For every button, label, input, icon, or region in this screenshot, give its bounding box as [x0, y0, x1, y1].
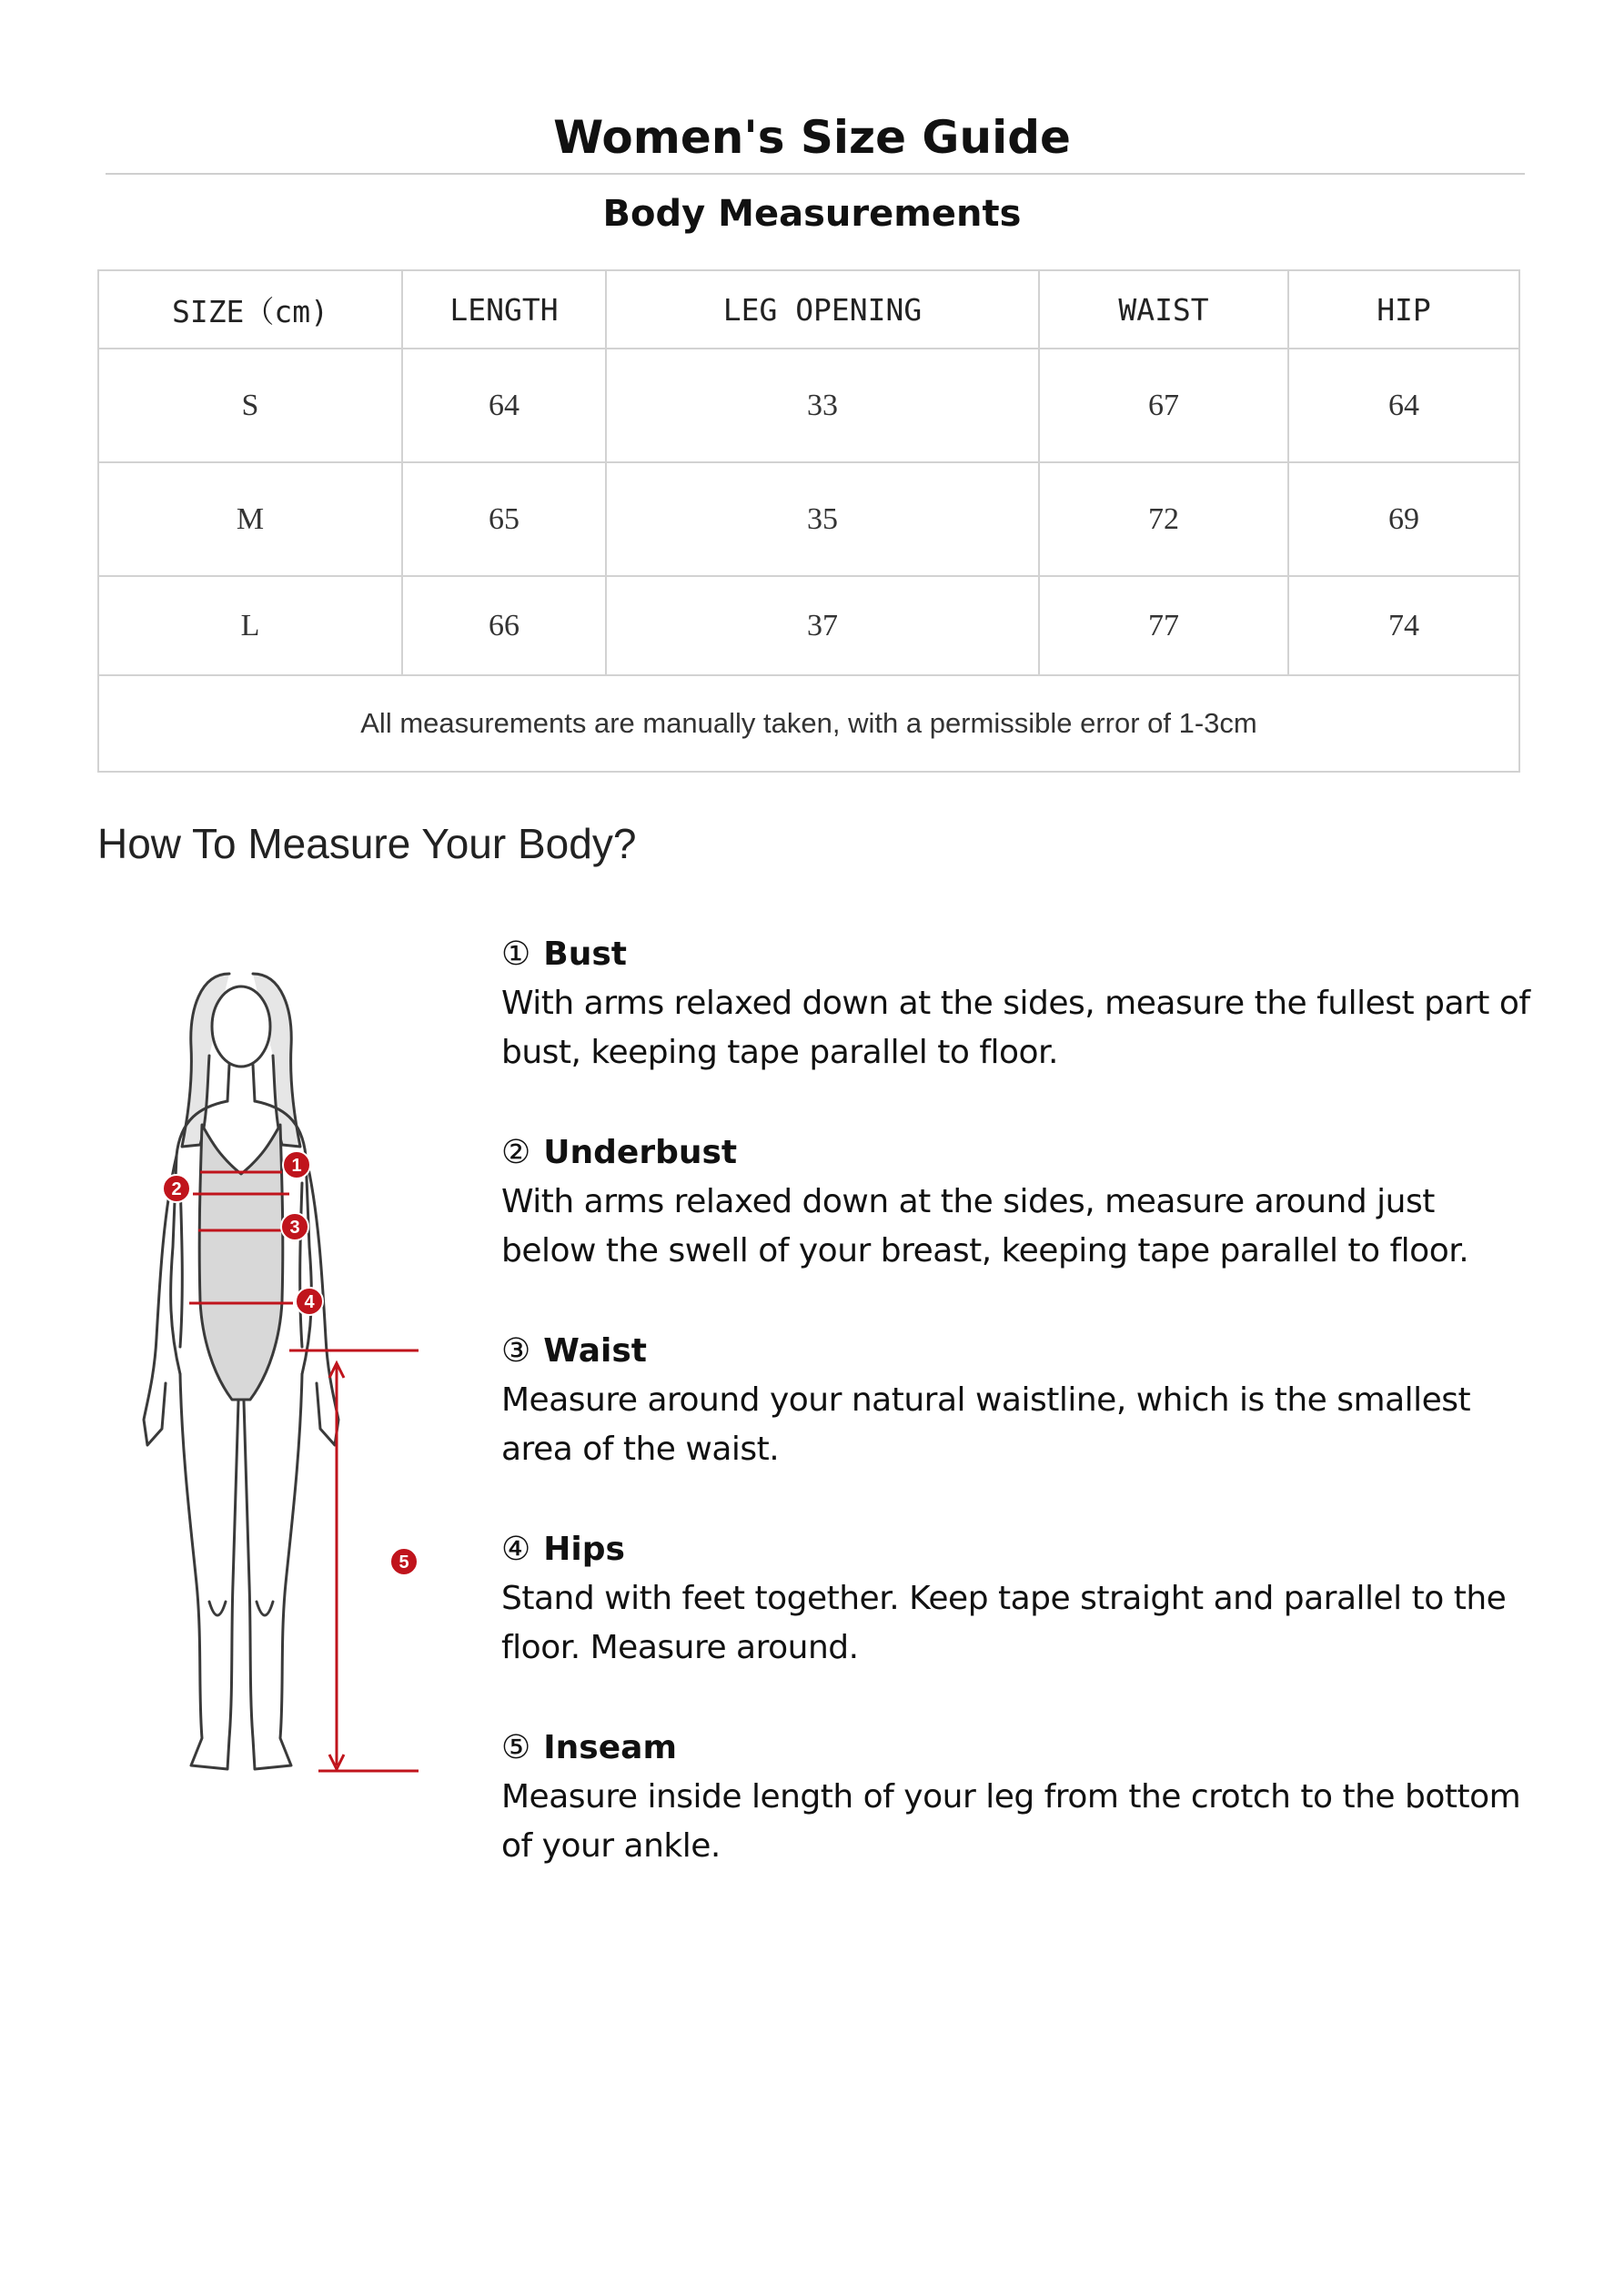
table-cell: 74 — [1288, 576, 1519, 675]
step-description: Stand with feet together. Keep tape straight and parallel to the floor. Measure around. — [501, 1580, 1507, 1666]
table-cell: M — [98, 462, 402, 576]
measurement-note: All measurements are manually taken, with a permissible error of 1-3cm — [98, 675, 1519, 772]
column-header-hip: HIP — [1288, 270, 1519, 349]
step-description: Measure around your natural waistline, which is the smallest area of the waist. — [501, 1381, 1471, 1468]
step-title: Waist — [543, 1332, 647, 1370]
table-cell: 64 — [1288, 349, 1519, 462]
size-table — [97, 269, 1520, 773]
table-row — [98, 462, 1519, 576]
howto-heading: How To Measure Your Body? — [97, 820, 637, 867]
column-header-leg-opening: LEG OPENING — [606, 270, 1039, 349]
column-header-waist: WAIST — [1039, 270, 1288, 349]
marker-label: 4 — [304, 1292, 315, 1312]
marker-label: 5 — [398, 1553, 409, 1573]
step-title: Inseam — [543, 1729, 677, 1766]
table-cell: 77 — [1039, 576, 1288, 675]
step-description: With arms relaxed down at the sides, measure around just below the swell of your breast, keeping tape parallel to floor. — [501, 1183, 1469, 1269]
step-number: ① — [501, 936, 531, 973]
table-header-row — [98, 270, 1519, 349]
step-description: With arms relaxed down at the sides, measure the fullest part of bust, keeping tape parallel to floor. — [501, 985, 1530, 1071]
table-cell: 35 — [606, 462, 1039, 576]
column-header-length: LENGTH — [402, 270, 606, 349]
step-inseam — [501, 1724, 1538, 1871]
step-title: Bust — [543, 936, 627, 973]
table-row — [98, 349, 1519, 462]
step-hips — [501, 1525, 1538, 1673]
table-cell: L — [98, 576, 402, 675]
step-number: ⑤ — [501, 1729, 531, 1766]
column-header-size: SIZE（cm) — [98, 270, 402, 349]
table-note-row — [98, 675, 1519, 772]
table-cell: 72 — [1039, 462, 1288, 576]
step-number: ③ — [501, 1332, 531, 1370]
table-row — [98, 576, 1519, 675]
marker-label: 2 — [171, 1179, 182, 1199]
title-divider — [106, 173, 1525, 175]
step-title: Hips — [543, 1531, 625, 1568]
step-description: Measure inside length of your leg from the crotch to the bottom of your ankle. — [501, 1778, 1521, 1865]
table-cell: S — [98, 349, 402, 462]
marker-label: 3 — [289, 1218, 300, 1238]
table-cell: 33 — [606, 349, 1039, 462]
step-number: ② — [501, 1134, 531, 1171]
step-underbust — [501, 1128, 1538, 1276]
measurement-steps — [501, 930, 1538, 1922]
step-title: Underbust — [543, 1134, 738, 1171]
page-title: Women's Size Guide — [553, 111, 1071, 164]
table-cell: 66 — [402, 576, 606, 675]
table-cell: 37 — [606, 576, 1039, 675]
table-cell: 69 — [1288, 462, 1519, 576]
body-measurement-figure — [136, 946, 446, 1802]
step-number: ④ — [501, 1531, 531, 1568]
table-cell: 65 — [402, 462, 606, 576]
section-subtitle: Body Measurements — [602, 193, 1022, 235]
marker-label: 1 — [291, 1156, 302, 1176]
table-cell: 67 — [1039, 349, 1288, 462]
step-waist — [501, 1327, 1538, 1474]
table-cell: 64 — [402, 349, 606, 462]
step-bust — [501, 930, 1538, 1077]
